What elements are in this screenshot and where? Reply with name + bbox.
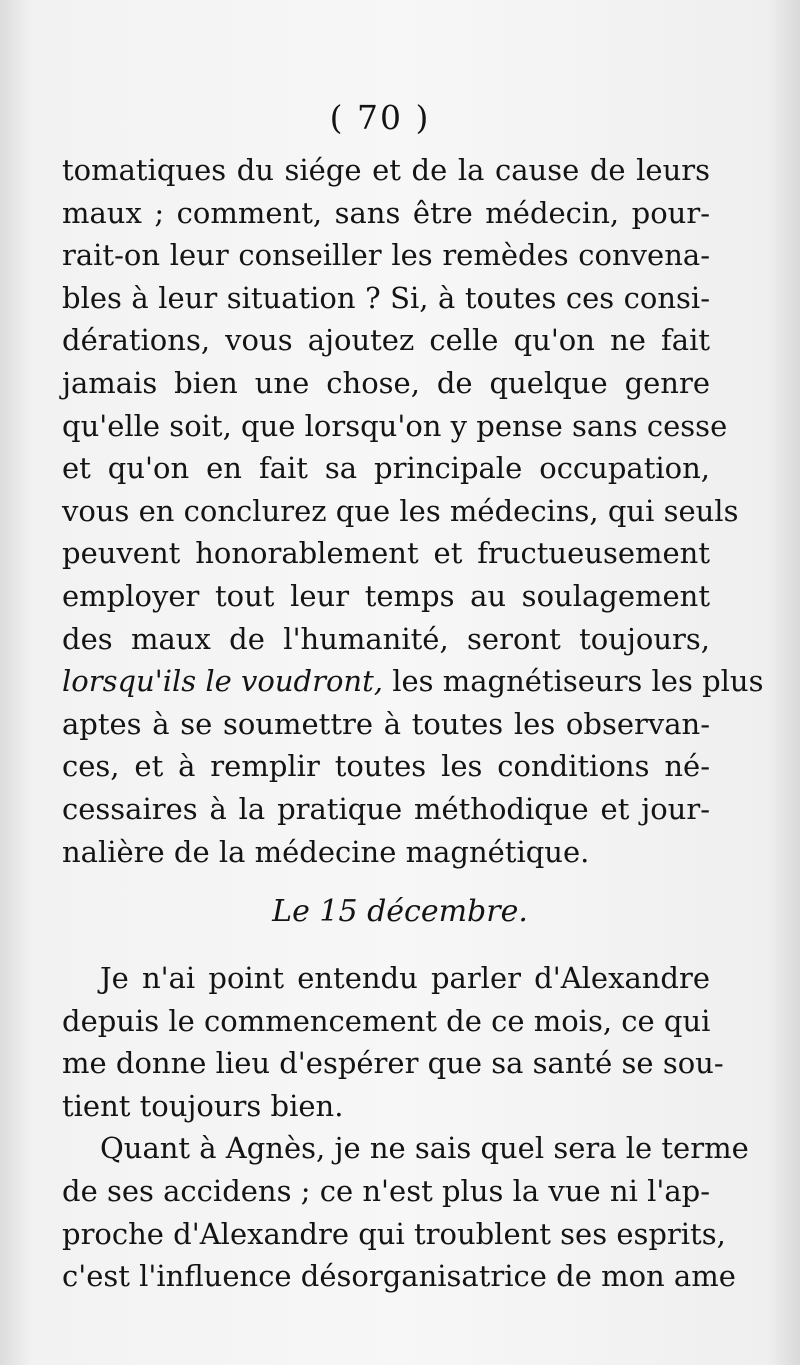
text-line: me donne lieu d'espérer que sa santé se sou- — [62, 1046, 724, 1081]
text-line: et qu'on en fait sa principale occupation, — [62, 451, 710, 486]
text-line: vous en conclurez que les médecins, qui seuls — [62, 493, 739, 528]
text-line: nalière de la médecine magnétique. — [62, 834, 590, 869]
page-number: ( 70 ) — [329, 98, 431, 137]
text-line: qu'elle soit, que lorsqu'on y pense sans cesse — [62, 408, 728, 443]
text-line: aptes à se soumettre à toutes les observan- — [62, 706, 710, 741]
text-line: c'est l'influence désorganisatrice de mon ame — [62, 1259, 736, 1294]
text-line: Quant à Agnès, je ne sais quel sera le terme — [100, 1131, 749, 1166]
text-line: des maux de l'humanité, seront toujours, — [62, 621, 710, 656]
paragraph-continued — [62, 149, 764, 873]
text-line: maux ; comment, sans être médecin, pour- — [62, 195, 710, 230]
text-line: proche d'Alexandre qui troublent ses esprits, — [62, 1216, 726, 1251]
text-line-with-italic — [62, 660, 764, 703]
text-line: bles à leur situation ? Si, à toutes ces consi- — [62, 280, 710, 315]
paragraphs-after-date — [62, 957, 749, 1298]
text-line: tomatiques du siége et de la cause de leurs — [62, 153, 710, 187]
text-line: peuvent honorablement et fructueusement — [62, 536, 710, 571]
date-heading: Le 15 décembre. — [272, 894, 528, 929]
italic-phrase: lorsqu'ils le voudront, — [62, 664, 383, 699]
text-line: tient toujours bien. — [62, 1088, 344, 1123]
text-line: depuis le commencement de ce mois, ce qui — [62, 1003, 711, 1038]
text-line: cessaires à la pratique méthodique et jour- — [62, 791, 710, 826]
text-line: Je n'ai point entendu parler d'Alexandre — [100, 961, 710, 995]
text-line: employer tout leur temps au soulagement — [62, 578, 710, 613]
text-line: rait-on leur conseiller les remèdes convena- — [62, 238, 710, 273]
text-line: ces, et à remplir toutes les conditions né- — [62, 749, 710, 784]
text-line: dérations, vous ajoutez celle qu'on ne fait — [62, 323, 710, 358]
text-line: jamais bien une chose, de quelque genre — [62, 365, 710, 400]
text-fragment: les magnétiseurs les plus — [392, 664, 764, 699]
text-line: de ses accidens ; ce n'est plus la vue ni l'ap- — [62, 1173, 710, 1208]
